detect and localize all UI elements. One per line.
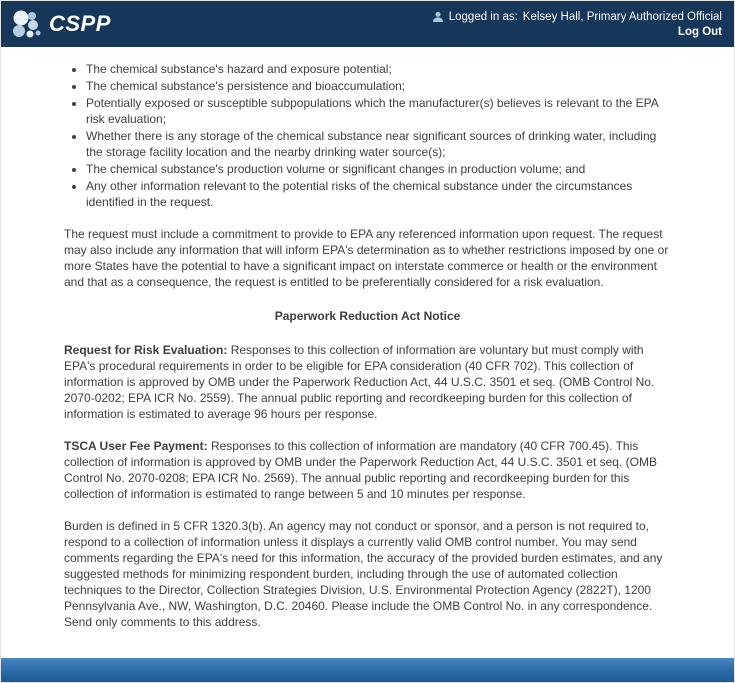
footer-bar xyxy=(1,658,734,682)
header-user-area xyxy=(432,11,722,38)
risk-evaluation-text: Responses to this collection of information are voluntary but must comply with EPA's procedural requirements in order to be eligible for EPA consideration (40 CFR 702). This collection of information is approved by OMB under the Paperwork Reduction Act, 44 U.S.C. 3501 et seq. (OMB Control No. 2070-0202; EPA ICR No. 2559). The annual public reporting and recordkeeping burden for this collection of information is estimated to average 96 hours per response. xyxy=(64,343,655,421)
risk-evaluation-label: Request for Risk Evaluation: xyxy=(64,343,228,357)
logged-in-status xyxy=(432,11,722,23)
user-icon xyxy=(432,11,444,23)
list-item: • The chemical substance's production volume or significant changes in production volume; and xyxy=(86,161,671,177)
tsca-user-fee-label: TSCA User Fee Payment: xyxy=(64,439,208,453)
notice-heading: Paperwork Reduction Act Notice xyxy=(274,309,461,323)
list-item: • The chemical substance's persistence and bioaccumulation; xyxy=(86,78,671,94)
logout-link[interactable]: Log Out xyxy=(677,25,722,38)
logged-in-user: Kelsey Hall, Primary Authorized Official xyxy=(522,10,722,23)
logged-in-label: Logged in as: xyxy=(448,10,518,23)
molecule-logo-icon xyxy=(9,7,43,41)
intro-paragraph: The request must include a commitment to provide to EPA any referenced information upon request. The request may also include any information that will inform EPA's determination as to whether restrictions imposed by one or more States have the potential to have a significant impact on interstate commerce or health or the environment and that as a consequence, the request is entitled to be preferentially considered for a risk evaluation. xyxy=(64,227,669,289)
risk-evaluation-paragraph xyxy=(64,342,671,422)
tsca-user-fee-paragraph xyxy=(64,438,671,502)
brand-name: CSPP xyxy=(49,11,111,36)
list-item: • Whether there is any storage of the chemical substance near significant sources of drinking water, including the storage facility location and the nearby drinking water source(s); xyxy=(86,128,671,160)
app-header xyxy=(1,1,734,47)
app-logo xyxy=(9,7,111,41)
list-item: • Potentially exposed or susceptible subpopulations which the manufacturer(s) believes is relevant to the EPA risk evaluation; xyxy=(86,95,671,127)
list-item: • The chemical substance's hazard and exposure potential; xyxy=(86,61,671,77)
content-area xyxy=(1,47,734,658)
tsca-user-fee-text: Responses to this collection of information are mandatory (40 CFR 700.45). This collection of information is approved by OMB under the Paperwork Reduction Act, 44 U.S.C. 3501 et seq. (OMB Control No. 2070-0208; EPA ICR No. 2569). The annual public reporting and recordkeeping burden for this collection of information is estimated to range between 5 and 10 minutes per response. xyxy=(64,439,657,501)
burden-paragraph: Burden is defined in 5 CFR 1320.3(b). An agency may not conduct or sponsor, and a person is not required to, respond to a collection of information unless it displays a currently valid OMB control number. You may send comments regarding the EPA's need for this information, the accuracy of the provided burden estimates, and any suggested methods for minimizing respondent burden, including through the use of automated collection techniques to the Director, Collection Strategies Division, U.S. Environmental Protection Agency (2822T), 1200 Pennsylvania Ave., NW, Washington, D.C. 20460. Please include the OMB Control No. in any correspondence. Send only comments to this address. xyxy=(64,519,663,629)
list-item: • Any other information relevant to the potential risks of the chemical substance under the circumstances identified in the request. xyxy=(86,178,671,210)
criteria-bullet-list xyxy=(64,61,671,210)
